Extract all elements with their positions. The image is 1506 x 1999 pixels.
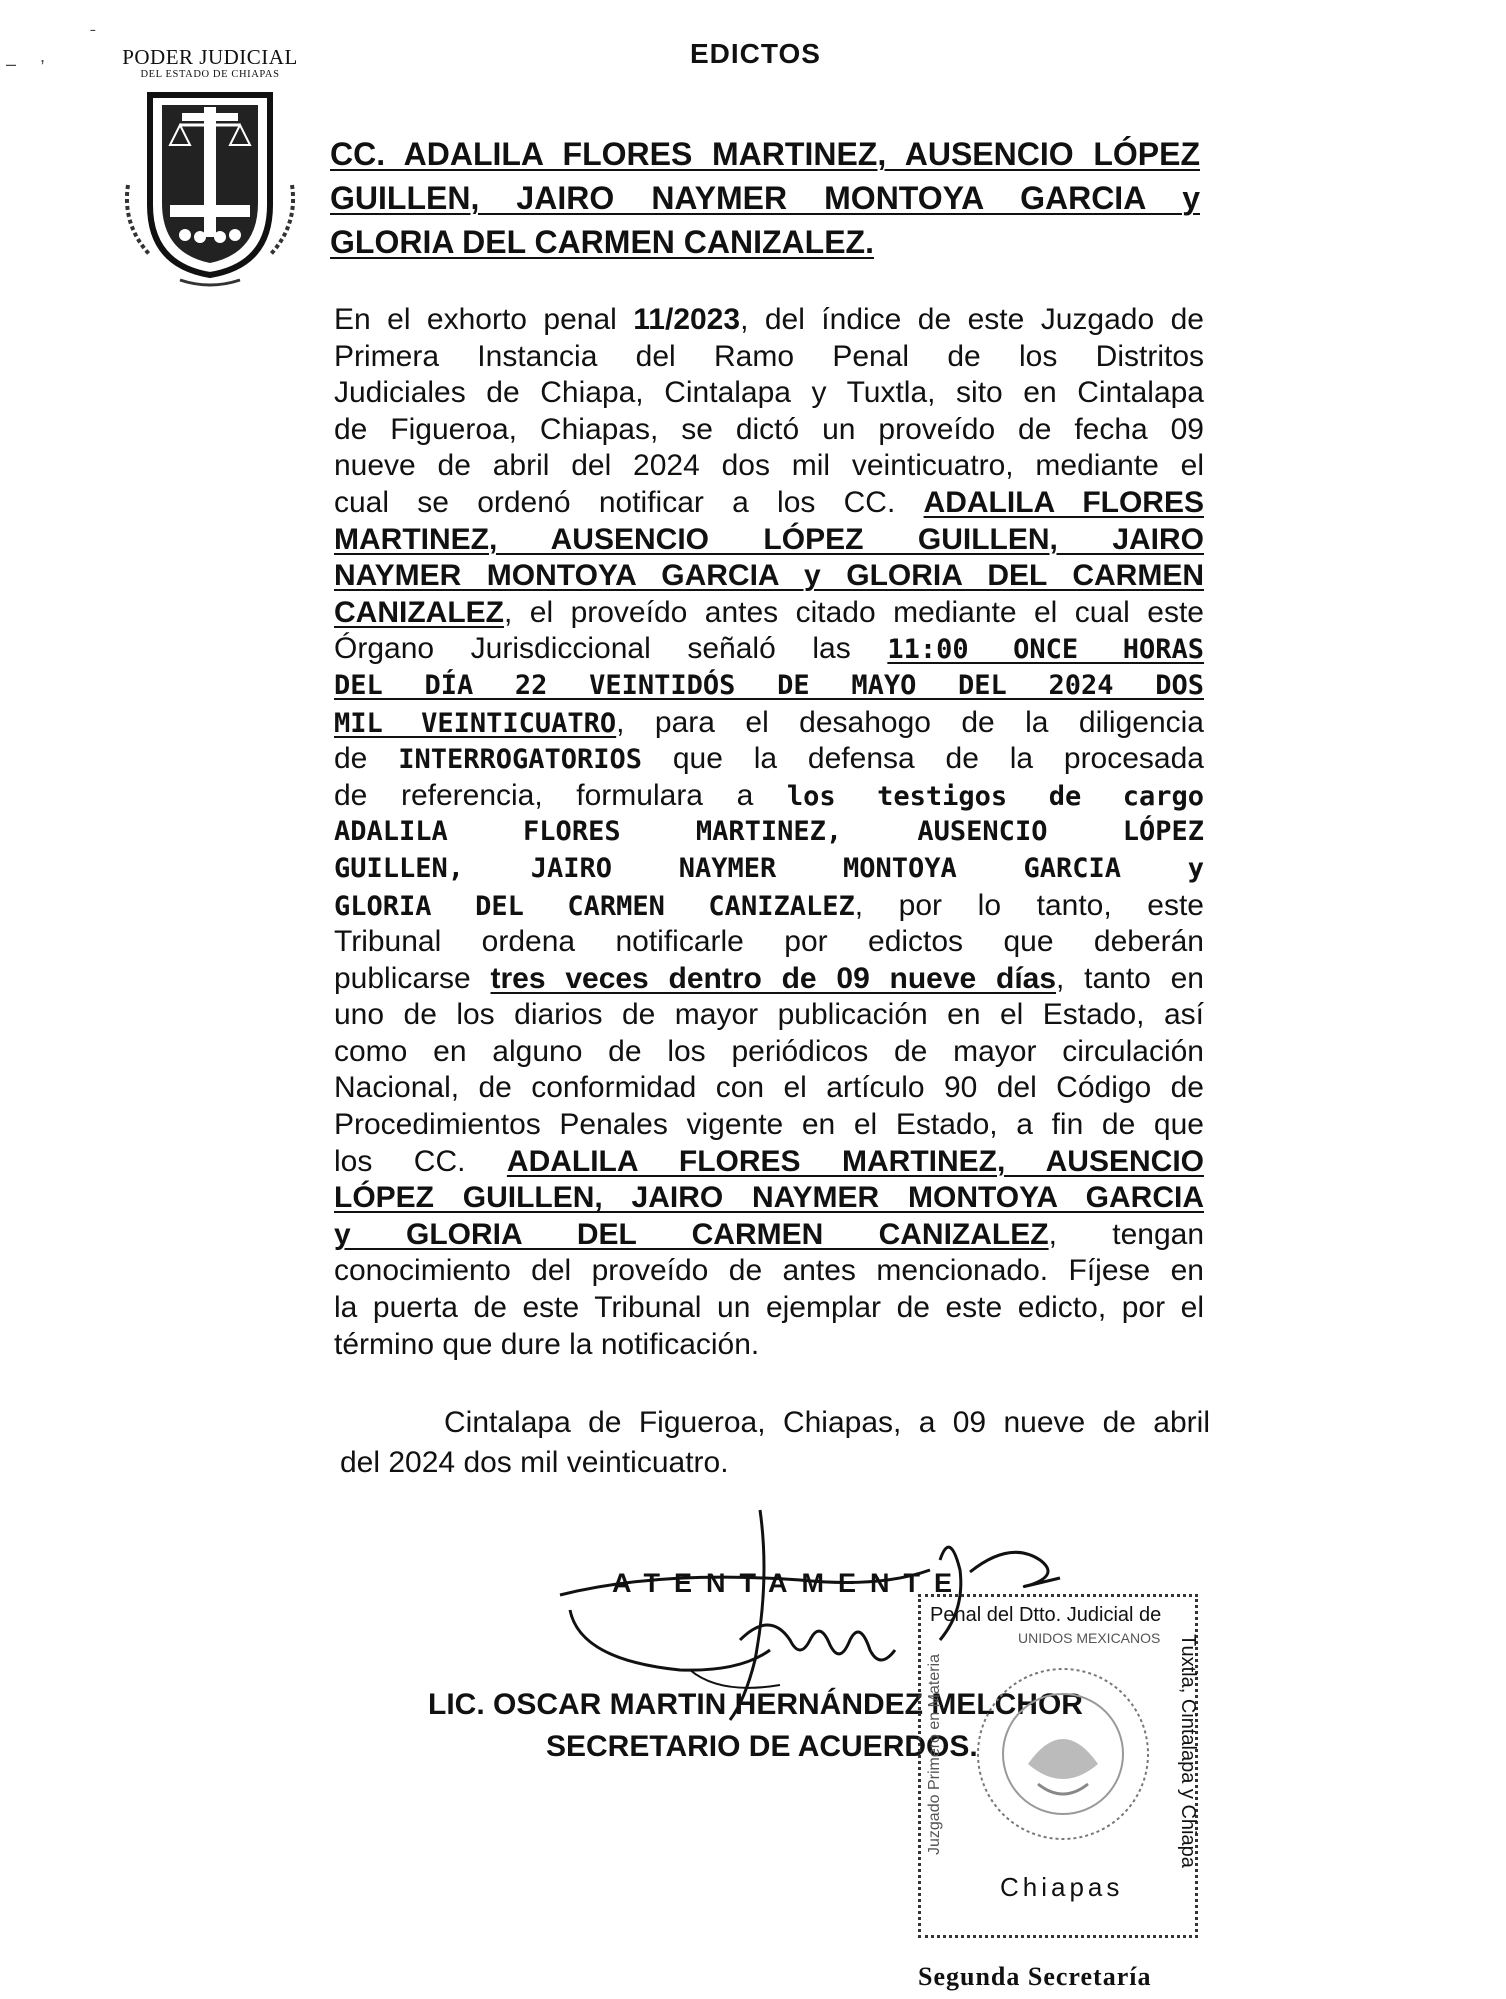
text: los CC. <box>334 1144 507 1178</box>
place-and-date <box>340 1403 1210 1483</box>
stamp-left-text: Juzgado Primero en Materia <box>926 1654 943 1855</box>
heading-line: CC. ADALILA FLORES MARTINEZ, AUSENCIO LÓPEZ <box>330 136 1200 172</box>
body-line <box>334 741 1204 778</box>
text: , para el desahogo de la diligencia <box>616 705 1204 739</box>
witness-name: GLORIA DEL CARMEN CANIZALEZ <box>334 890 855 922</box>
hearing-date: MIL VEINTICUATRO <box>334 707 617 739</box>
salutation: ATENTAMENTE <box>612 1568 966 1598</box>
body-line: uno de los diarios de mayor publicación en el Estado, así <box>334 998 1204 1032</box>
national-seal-icon <box>968 1654 1158 1854</box>
text: publicarse <box>334 961 491 995</box>
body-line <box>334 631 1204 668</box>
body-line <box>334 1217 1204 1254</box>
place-date-line: del 2024 dos mil veinticuatro. <box>340 1446 729 1479</box>
body-line <box>334 778 1204 815</box>
names-highlight: y GLORIA DEL CARMEN CANIZALEZ <box>334 1217 1049 1251</box>
addressees-heading <box>330 132 1200 264</box>
text: , el proveído antes citado mediante el cual este <box>503 595 1204 629</box>
stamp-top-text: Penal del Dtto. Judicial de <box>930 1604 1162 1626</box>
names-highlight: ADALILA FLORES <box>923 485 1204 519</box>
signer-role: SECRETARIO DE ACUERDOS. <box>546 1730 978 1763</box>
publication-term: tres veces dentro de 09 nueve días <box>490 961 1057 995</box>
seal-text: UNIDOS MEXICANOS <box>1018 1630 1161 1646</box>
text: , tengan <box>1048 1217 1204 1251</box>
hearing-time: 11:00 ONCE HORAS <box>887 634 1205 666</box>
body-line <box>334 1144 1204 1181</box>
text: , del índice de este Juzgado de <box>740 303 1204 336</box>
place-date-line: Cintalapa de Figueroa, Chiapas, a 09 nueve de abril <box>444 1406 1210 1439</box>
body-line: Tribunal ordena notificarle por edictos que deberán <box>334 925 1204 959</box>
body-line: NAYMER MONTOYA GARCIA y GLORIA DEL CARMEN <box>334 559 1204 593</box>
body-line: conocimiento del proveído de antes mencionado. Fíjese en <box>334 1254 1204 1288</box>
heading-line: GUILLEN, JAIRO NAYMER MONTOYA GARCIA y <box>330 180 1200 216</box>
stamp-right-text: Tuxtla, Cintalapa y Chiapa <box>1177 1634 1199 1868</box>
body-line: de Figueroa, Chiapas, se dictó un proveído de fecha 09 <box>334 412 1204 446</box>
witnesses-label: los testigos de cargo <box>786 780 1204 812</box>
text: , por lo tanto, este <box>854 888 1204 922</box>
text: En el exhorto penal <box>334 303 634 336</box>
body-line: nueve de abril del 2024 dos mil veinticuatro, mediante el <box>334 449 1204 483</box>
body-line: ADALILA FLORES MARTINEZ, AUSENCIO LÓPEZ <box>334 816 1204 848</box>
stamp-bottom-text: Chiapas <box>1000 1872 1124 1902</box>
case-number: 11/2023 <box>633 303 741 336</box>
edict-body <box>334 302 1204 1363</box>
names-highlight: CANIZALEZ <box>334 595 504 629</box>
logo-title: PODER JUDICIAL <box>122 45 298 69</box>
body-line: GUILLEN, JAIRO NAYMER MONTOYA GARCIA y <box>334 852 1204 884</box>
institution-logo <box>110 45 310 255</box>
coat-of-arms-icon <box>120 85 300 295</box>
body-line: la puerta de este Tribunal un ejemplar de este edicto, por el <box>334 1291 1204 1325</box>
body-line: Procedimientos Penales vigente en el Estado, a fin de que <box>334 1108 1204 1142</box>
body-line: MARTINEZ, AUSENCIO LÓPEZ GUILLEN, JAIRO <box>334 522 1204 556</box>
body-line: término que dure la notificación. <box>334 1327 760 1361</box>
text: de <box>334 742 399 776</box>
heading-line <box>330 220 1200 264</box>
body-line: Primera Instancia del Ramo Penal de los Distritos <box>334 339 1204 373</box>
body-line: Nacional, de conformidad con el artículo 90 del Código de <box>334 1071 1204 1105</box>
body-line: DEL DÍA 22 VEINTIDÓS DE MAYO DEL 2024 DOS <box>334 669 1204 701</box>
text: , tanto en <box>1056 961 1204 995</box>
text: Órgano Jurisdiccional señaló las <box>334 632 888 666</box>
scan-mark: – <box>6 54 17 74</box>
body-line: Judiciales de Chiapa, Cintalapa y Tuxtla, sito en Cintalapa <box>334 376 1204 410</box>
text: de referencia, formulara a <box>334 778 787 812</box>
text: cual se ordenó notificar a los CC. <box>334 485 924 519</box>
court-stamp <box>918 1594 1200 1950</box>
stamp-footer: Segunda Secretaría <box>918 1962 1152 1991</box>
body-line <box>334 961 1204 998</box>
body-line: LÓPEZ GUILLEN, JAIRO NAYMER MONTOYA GARCIA <box>334 1181 1204 1215</box>
body-line <box>334 485 1204 522</box>
scan-mark: , <box>40 46 46 66</box>
signer-name: LIC. OSCAR MARTIN HERNÁNDEZ MELCHOR <box>428 1688 1083 1721</box>
scan-mark: ˉ <box>90 26 96 46</box>
heading-line-text: GLORIA DEL CARMEN CANIZALEZ. <box>330 224 874 260</box>
body-line: como en alguno de los periódicos de mayor circulación <box>334 1034 1204 1068</box>
text: que la defensa de la procesada <box>642 742 1204 776</box>
document-title: EDICTOS <box>690 38 821 69</box>
logo-subtitle: DEL ESTADO DE CHIAPAS <box>140 69 280 80</box>
body-line <box>334 705 1204 742</box>
names-highlight: ADALILA FLORES MARTINEZ, AUSENCIO <box>506 1144 1204 1178</box>
body-line <box>334 888 1204 925</box>
diligence-type: INTERROGATORIOS <box>398 744 643 776</box>
body-line <box>334 302 1204 339</box>
body-line <box>334 595 1204 632</box>
